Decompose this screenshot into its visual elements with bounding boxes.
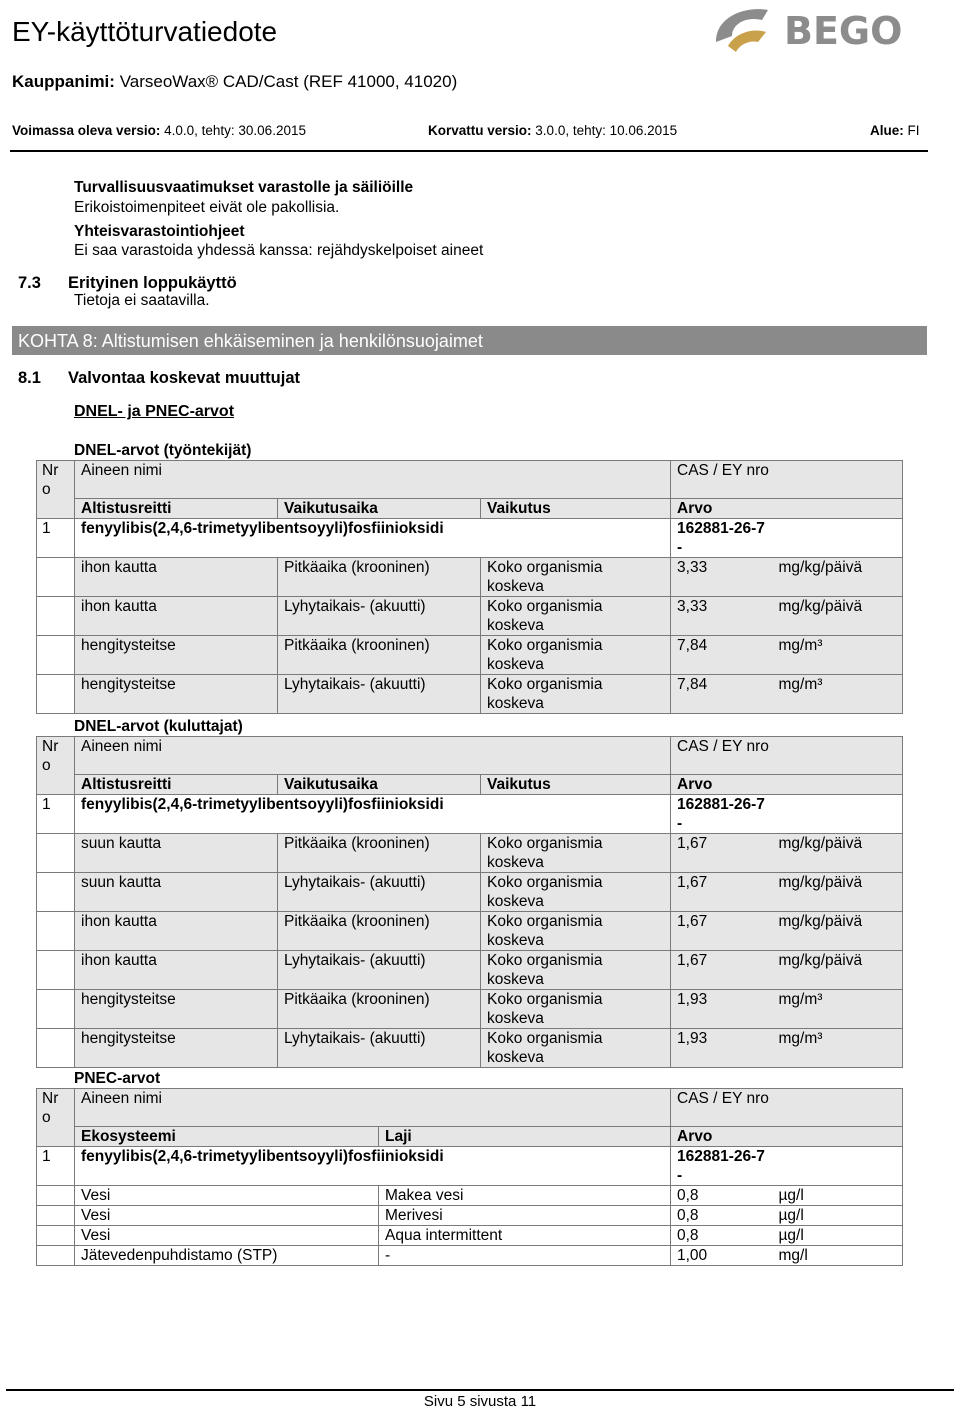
- table-row: [37, 1206, 903, 1226]
- table-row: [37, 912, 903, 951]
- table-header-row: Nr o Aineen nimi CAS / EY nro: [37, 1089, 903, 1127]
- unit-cell: mg/kg/päivä: [773, 834, 903, 873]
- table-row: [37, 1029, 903, 1068]
- unit-cell: mg/kg/päivä: [773, 558, 903, 597]
- duration-cell: Pitkäaika (krooninen): [278, 558, 481, 597]
- duration-cell: Pitkäaika (krooninen): [278, 912, 481, 951]
- dnel-consumers-table: [36, 736, 903, 1068]
- route-cell: suun kautta: [75, 873, 278, 912]
- effect-cell: Koko organismia koskeva: [481, 990, 671, 1029]
- effect-cell: Koko organismia koskeva: [481, 873, 671, 912]
- section-7-3-title: Erityinen loppukäyttö: [68, 274, 237, 292]
- table-header-row: Nr o Aineen nimi CAS / EY nro: [37, 737, 903, 775]
- cas-header: CAS / EY nro: [671, 737, 903, 775]
- substance-row: 1 fenyylibis(2,4,6-trimetyylibentsoyyli)fosfiinioksidi 162881-26-7 -: [37, 1147, 903, 1186]
- substance-header: Aineen nimi: [75, 1089, 671, 1127]
- revised-version-info: Korvattu versio: 3.0.0, tehty: 10.06.2015: [428, 123, 678, 138]
- unit-cell: mg/m³: [773, 990, 903, 1029]
- ecosystem-cell: Jätevedenpuhdistamo (STP): [75, 1246, 379, 1266]
- table-row: [37, 597, 903, 636]
- duration-cell: Lyhytaikais- (akuutti): [278, 1029, 481, 1068]
- substance-row: 1 fenyylibis(2,4,6-trimetyylibentsoyyli)fosfiinioksidi 162881-26-7 -: [37, 519, 903, 558]
- duration-cell: Lyhytaikais- (akuutti): [278, 951, 481, 990]
- duration-cell: Pitkäaika (krooninen): [278, 636, 481, 675]
- duration-cell: Lyhytaikais- (akuutti): [278, 873, 481, 912]
- route-cell: ihon kautta: [75, 597, 278, 636]
- dnel-workers-title: DNEL-arvot (työntekijät): [74, 442, 252, 459]
- unit-cell: µg/l: [773, 1186, 903, 1206]
- ecosystem-cell: Vesi: [75, 1206, 379, 1226]
- substance-header: Aineen nimi: [75, 737, 671, 775]
- value-cell: 0,8: [671, 1186, 773, 1206]
- value-cell: 1,67: [671, 951, 773, 990]
- bego-logo: [706, 2, 924, 58]
- type-cell: Makea vesi: [379, 1186, 671, 1206]
- substance-header: Aineen nimi: [75, 461, 671, 499]
- unit-cell: mg/kg/päivä: [773, 597, 903, 636]
- duration-cell: Pitkäaika (krooninen): [278, 834, 481, 873]
- value-cell: 1,67: [671, 912, 773, 951]
- value-cell: 0,8: [671, 1226, 773, 1246]
- version-info: Voimassa oleva versio: 4.0.0, tehty: 30.06.2015: [12, 123, 306, 138]
- table-row: [37, 675, 903, 714]
- section-8-1-title: Valvontaa koskevat muuttujat: [68, 369, 300, 387]
- table-row: [37, 873, 903, 912]
- value-cell: 1,67: [671, 873, 773, 912]
- route-cell: ihon kautta: [75, 558, 278, 597]
- effect-cell: Koko organismia koskeva: [481, 834, 671, 873]
- pnec-table: [36, 1088, 903, 1266]
- section-7-3-number: 7.3: [18, 274, 41, 292]
- dnel-consumers-title: DNEL-arvot (kuluttajat): [74, 718, 243, 735]
- effect-cell: Koko organismia koskeva: [481, 636, 671, 675]
- effect-cell: Koko organismia koskeva: [481, 558, 671, 597]
- effect-cell: Koko organismia koskeva: [481, 912, 671, 951]
- pnec-title: PNEC-arvot: [74, 1070, 161, 1087]
- unit-cell: mg/kg/päivä: [773, 873, 903, 912]
- section-8-title: KOHTA 8: Altistumisen ehkäiseminen ja henkilönsuojaimet: [18, 331, 483, 351]
- ecosystem-cell: Vesi: [75, 1186, 379, 1206]
- unit-cell: µg/l: [773, 1206, 903, 1226]
- header-divider: [10, 150, 928, 152]
- duration-cell: Lyhytaikais- (akuutti): [278, 675, 481, 714]
- table-row: [37, 636, 903, 675]
- dnel-pnec-title: DNEL- ja PNEC-arvot: [74, 403, 235, 420]
- table-subheader-row: Altistusreitti Vaikutusaika Vaikutus Arvo: [37, 775, 903, 795]
- document-title: EY-käyttöturvatiedote: [12, 16, 278, 47]
- route-cell: hengitysteitse: [75, 675, 278, 714]
- type-cell: Merivesi: [379, 1206, 671, 1226]
- table-row: [37, 558, 903, 597]
- value-cell: 7,84: [671, 675, 773, 714]
- storage-requirements-title: Turvallisuusvaatimukset varastolle ja säiliöille: [74, 179, 414, 196]
- trade-name: Kauppanimi: VarseoWax® CAD/Cast (REF 41000, 41020): [12, 72, 458, 91]
- co-storage-title: Yhteisvarastointiohjeet: [74, 223, 245, 240]
- page-number: Sivu 5 sivusta 11: [423, 1393, 537, 1410]
- unit-cell: mg/m³: [773, 675, 903, 714]
- value-cell: 1,93: [671, 1029, 773, 1068]
- cas-header: CAS / EY nro: [671, 461, 903, 499]
- table-subheader-row: Ekosysteemi Laji Arvo: [37, 1127, 903, 1147]
- duration-cell: Pitkäaika (krooninen): [278, 990, 481, 1029]
- effect-cell: Koko organismia koskeva: [481, 597, 671, 636]
- table-row: [37, 990, 903, 1029]
- section-8-bar: [12, 326, 927, 355]
- route-cell: ihon kautta: [75, 951, 278, 990]
- svg-text:BEGO: BEGO: [784, 9, 903, 53]
- section-8-1-number: 8.1: [18, 369, 41, 387]
- route-cell: suun kautta: [75, 834, 278, 873]
- value-cell: 1,67: [671, 834, 773, 873]
- table-row: [37, 951, 903, 990]
- table-subheader-row: Altistusreitti Vaikutusaika Vaikutus Arvo: [37, 499, 903, 519]
- unit-cell: mg/kg/päivä: [773, 912, 903, 951]
- table-row: [37, 1186, 903, 1206]
- effect-cell: Koko organismia koskeva: [481, 1029, 671, 1068]
- table-row: [37, 834, 903, 873]
- unit-cell: mg/l: [773, 1246, 903, 1266]
- storage-requirements-text: Erikoistoimenpiteet eivät ole pakollisia.: [74, 199, 340, 216]
- unit-cell: mg/m³: [773, 636, 903, 675]
- unit-cell: µg/l: [773, 1226, 903, 1246]
- type-cell: Aqua intermittent: [379, 1226, 671, 1246]
- table-header-row: Nr o Aineen nimi CAS / EY nro: [37, 461, 903, 499]
- substance-row: 1 fenyylibis(2,4,6-trimetyylibentsoyyli)fosfiinioksidi 162881-26-7 -: [37, 795, 903, 834]
- value-cell: 3,33: [671, 597, 773, 636]
- unit-cell: mg/m³: [773, 1029, 903, 1068]
- route-cell: hengitysteitse: [75, 990, 278, 1029]
- section-7-3-text: Tietoja ei saatavilla.: [74, 292, 210, 309]
- value-cell: 3,33: [671, 558, 773, 597]
- unit-cell: mg/kg/päivä: [773, 951, 903, 990]
- co-storage-text: Ei saa varastoida yhdessä kanssa: rejähdyskelpoiset aineet: [74, 242, 484, 259]
- duration-cell: Lyhytaikais- (akuutti): [278, 597, 481, 636]
- route-cell: hengitysteitse: [75, 1029, 278, 1068]
- table-row: [37, 1226, 903, 1246]
- route-cell: ihon kautta: [75, 912, 278, 951]
- table-row: [37, 1246, 903, 1266]
- ecosystem-cell: Vesi: [75, 1226, 379, 1246]
- value-cell: 7,84: [671, 636, 773, 675]
- route-cell: hengitysteitse: [75, 636, 278, 675]
- value-cell: 0,8: [671, 1206, 773, 1226]
- value-cell: 1,93: [671, 990, 773, 1029]
- type-cell: -: [379, 1246, 671, 1266]
- dnel-workers-table: [36, 460, 903, 714]
- value-cell: 1,00: [671, 1246, 773, 1266]
- cas-header: CAS / EY nro: [671, 1089, 903, 1127]
- effect-cell: Koko organismia koskeva: [481, 675, 671, 714]
- footer-divider: [6, 1389, 954, 1391]
- effect-cell: Koko organismia koskeva: [481, 951, 671, 990]
- area-info: Alue: FI: [870, 123, 920, 138]
